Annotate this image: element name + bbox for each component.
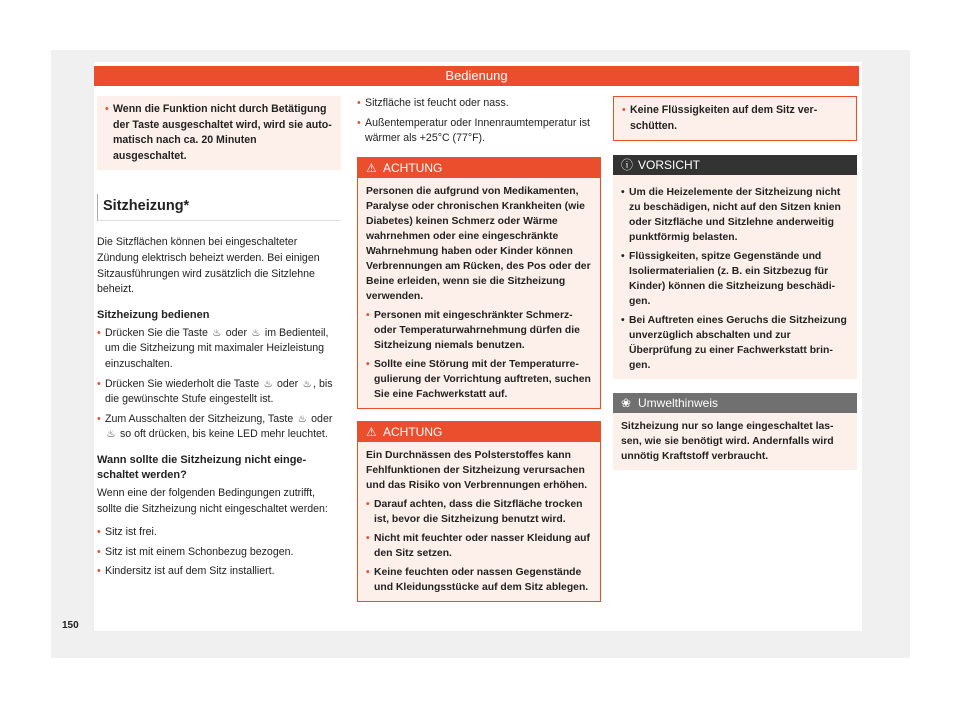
bullet-icon: • bbox=[366, 498, 370, 510]
column-right bbox=[613, 96, 857, 470]
warning-triangle-icon: ⚠ bbox=[366, 160, 377, 175]
bullet-icon: • bbox=[97, 377, 101, 390]
seat-heating-icon: ♨ bbox=[106, 429, 116, 441]
environment-text: Sitzheizung nur so lange eingeschaltet lassen, wie sie benötigt wird. Andernfalls wird unnötig Kraftstoff verbraucht. bbox=[621, 421, 834, 463]
page-header: Bedienung bbox=[94, 66, 859, 86]
note-text: Wenn die Funktion nicht durch Betätigung der Taste ausgeschaltet wird, wird sie automatisch nach ca. 20 Minuten ausgeschaltet. bbox=[113, 103, 332, 162]
seat-heating-icon: ♨ bbox=[212, 327, 222, 339]
info-circle-icon: ⓘ bbox=[621, 158, 634, 173]
warning-triangle-icon: ⚠ bbox=[366, 424, 377, 439]
bullet-icon: • bbox=[366, 532, 370, 544]
subheading-when: Wann sollte die Sitzheizung nicht eingeschaltet werden? bbox=[97, 453, 307, 481]
bullet-icon: • bbox=[621, 315, 625, 327]
list-item: • Zum Ausschalten der Sitzheizung, Taste ♨ oder ♨ so oft drücken, bis keine LED mehr leuchtet. bbox=[97, 412, 341, 443]
column-middle bbox=[357, 96, 601, 602]
bullet-icon: • bbox=[366, 309, 370, 321]
list-item: • Drücken Sie wiederholt die Taste ♨ oder ♨ , bis die gewünschte Stufe eingestellt ist. bbox=[97, 377, 333, 406]
seat-heating-icon: ♨ bbox=[263, 378, 273, 390]
seat-heating-icon: ♨ bbox=[302, 378, 312, 390]
flower-icon: ❀ bbox=[621, 396, 632, 411]
note-text: Keine Flüssigkeiten auf dem Sitz verschütten. bbox=[630, 104, 818, 132]
bullet-icon: • bbox=[97, 412, 101, 425]
warning-box bbox=[357, 157, 601, 409]
caution-title: VORSICHT bbox=[638, 158, 701, 173]
list-item: • Außentemperatur oder Innenraumtemperatur ist wärmer als +25°C (77°F). bbox=[357, 116, 590, 145]
warning-box bbox=[357, 421, 601, 602]
list-item: • Bei Auftreten eines Geruchs die Sitzheizung unverzüglich abschalten und zur Überprüfung zu einer Fachwerkstatt bringen. bbox=[621, 315, 847, 372]
list-item: • Sollte eine Störung mit der Temperaturregulierung der Vorrichtung auftreten, suchen Sie eine Fachwerkstatt auf. bbox=[366, 358, 591, 400]
bullet-icon: • bbox=[97, 526, 101, 539]
bullet-icon: • bbox=[357, 97, 361, 109]
warning-title: ACHTUNG bbox=[383, 424, 443, 439]
bullet-icon: • bbox=[366, 566, 370, 578]
page-number: 150 bbox=[62, 620, 79, 631]
list-item: • Kindersitz ist auf dem Sitz installiert. bbox=[97, 564, 341, 580]
list-item: • Keine feuchten oder nassen Gegenstände und Kleidungsstücke auf dem Sitz ablegen. bbox=[366, 566, 589, 593]
column-left bbox=[97, 96, 341, 584]
bullet-icon: • bbox=[97, 326, 101, 339]
warning-text: Ein Durchnässen des Polsterstoffes kann Fehlfunktionen der Sitzheizung verursachen und das Risiko von Verbrennungen erhöhen. bbox=[366, 449, 588, 491]
bullet-icon: • bbox=[105, 103, 109, 115]
warning-title: ACHTUNG bbox=[383, 160, 443, 175]
list-item: • Nicht mit feuchter oder nasser Kleidung auf den Sitz setzen. bbox=[366, 532, 590, 559]
bullet-icon: • bbox=[621, 251, 625, 263]
seat-heating-icon: ♨ bbox=[297, 413, 307, 425]
intro-text: Die Sitzflächen können bei eingeschalteter Zündung elektrisch beheizt werden. Bei einigen Sitzausführungen wird zusätzlich die Sitzlehne beheizt. bbox=[97, 236, 320, 296]
environment-box bbox=[613, 393, 857, 470]
list-item: • Sitz ist mit einem Schonbezug bezogen. bbox=[97, 545, 341, 561]
list-item: • Um die Heizelemente der Sitzheizung nicht zu beschädigen, nicht auf den Sitzen knien oder Sitzfläche und Sitzlehne anderweitig punktförmig belasten. bbox=[621, 187, 841, 244]
list-item: • Sitzfläche ist feucht oder nass. bbox=[357, 96, 601, 112]
note-box bbox=[97, 96, 341, 170]
conditions-intro: Wenn eine der folgenden Bedingungen zutrifft, sollte die Sitzheizung nicht eingeschaltet werden: bbox=[97, 486, 328, 515]
seat-heating-icon: ♨ bbox=[251, 327, 261, 339]
bullet-icon: • bbox=[621, 187, 625, 199]
list-item: • Drücken Sie die Taste ♨ oder ♨ im Bedienteil, um die Sitzheizung mit maximaler Heizleistung einzuschalten. bbox=[97, 326, 329, 370]
note-box bbox=[613, 96, 857, 141]
environment-title: Umwelthinweis bbox=[638, 396, 719, 411]
section-title: Sitzheizung* bbox=[97, 194, 341, 221]
list-item: • Sitz ist frei. bbox=[97, 525, 341, 541]
bullet-icon: • bbox=[357, 116, 361, 129]
bullet-icon: • bbox=[622, 104, 626, 116]
bullet-icon: • bbox=[366, 358, 370, 370]
warning-text: Personen die aufgrund von Medikamenten, Paralyse oder chronischen Krankheiten (wie Diabetes) keinen Schmerz oder Wärme wahrnehmen oder eine eingeschränkte Wahrnehmung haben oder Kinder können Verbrennungen am Rücken, des Pos oder der Beine erleiden, wenn sie die Sitzheizung verwenden. bbox=[366, 185, 591, 302]
list-item: • Flüssigkeiten, spitze Gegenstände und Isoliermaterialien (z. B. ein Sitzbezug für Kinder) können die Sitzheizung beschädigen. bbox=[621, 251, 836, 308]
list-item: • Darauf achten, dass die Sitzfläche trocken ist, bevor die Sitzheizung benutzt wird. bbox=[366, 498, 583, 525]
subheading-operate: Sitzheizung bedienen bbox=[97, 308, 210, 321]
bullet-icon: • bbox=[97, 545, 101, 558]
bullet-icon: • bbox=[97, 565, 101, 578]
list-item: • Personen mit eingeschränkter Schmerz- oder Temperaturwahrnehmung dürfen die Sitzheizung niemals benutzen. bbox=[366, 309, 580, 351]
caution-box bbox=[613, 155, 857, 379]
